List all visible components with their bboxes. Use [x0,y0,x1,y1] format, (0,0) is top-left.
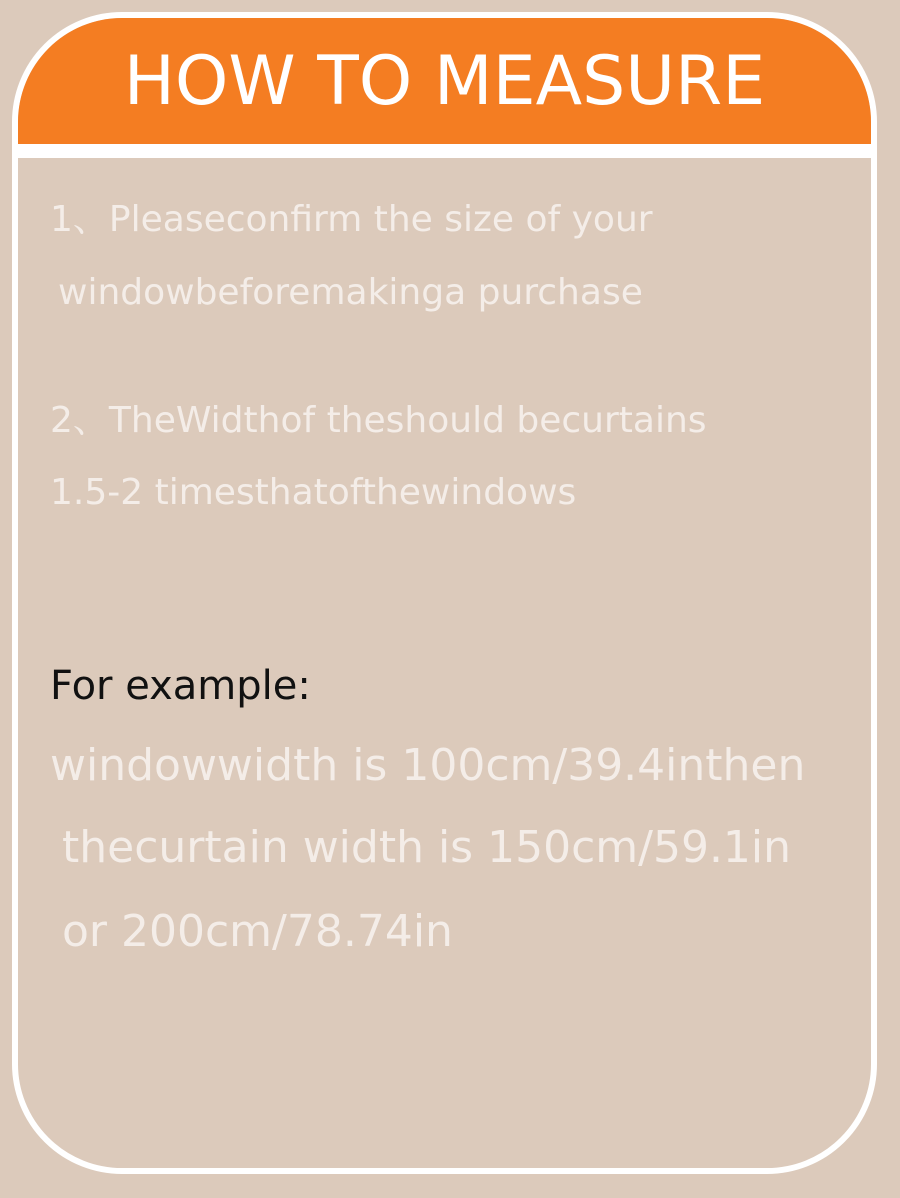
example-heading: For example: [50,663,311,709]
step-2-line-2: 1.5-2 timesthatofthewindows [50,472,577,513]
step-1-line-1: 1、Pleaseconfirm the size of your [50,199,653,240]
example-line-1: windowwidth is 100cm/39.4inthen [50,740,806,791]
example-line-2: thecurtain width is 150cm/59.1in [62,822,792,873]
example-line-3: or 200cm/78.74in [62,906,453,957]
page-title: HOW TO MEASURE [123,42,766,121]
header-bar [18,18,871,158]
step-2-line-1: 2、TheWidthof theshould becurtains [50,400,707,441]
step-1-line-2: windowbeforemakinga purchase [58,272,643,313]
measure-card [12,12,877,1174]
